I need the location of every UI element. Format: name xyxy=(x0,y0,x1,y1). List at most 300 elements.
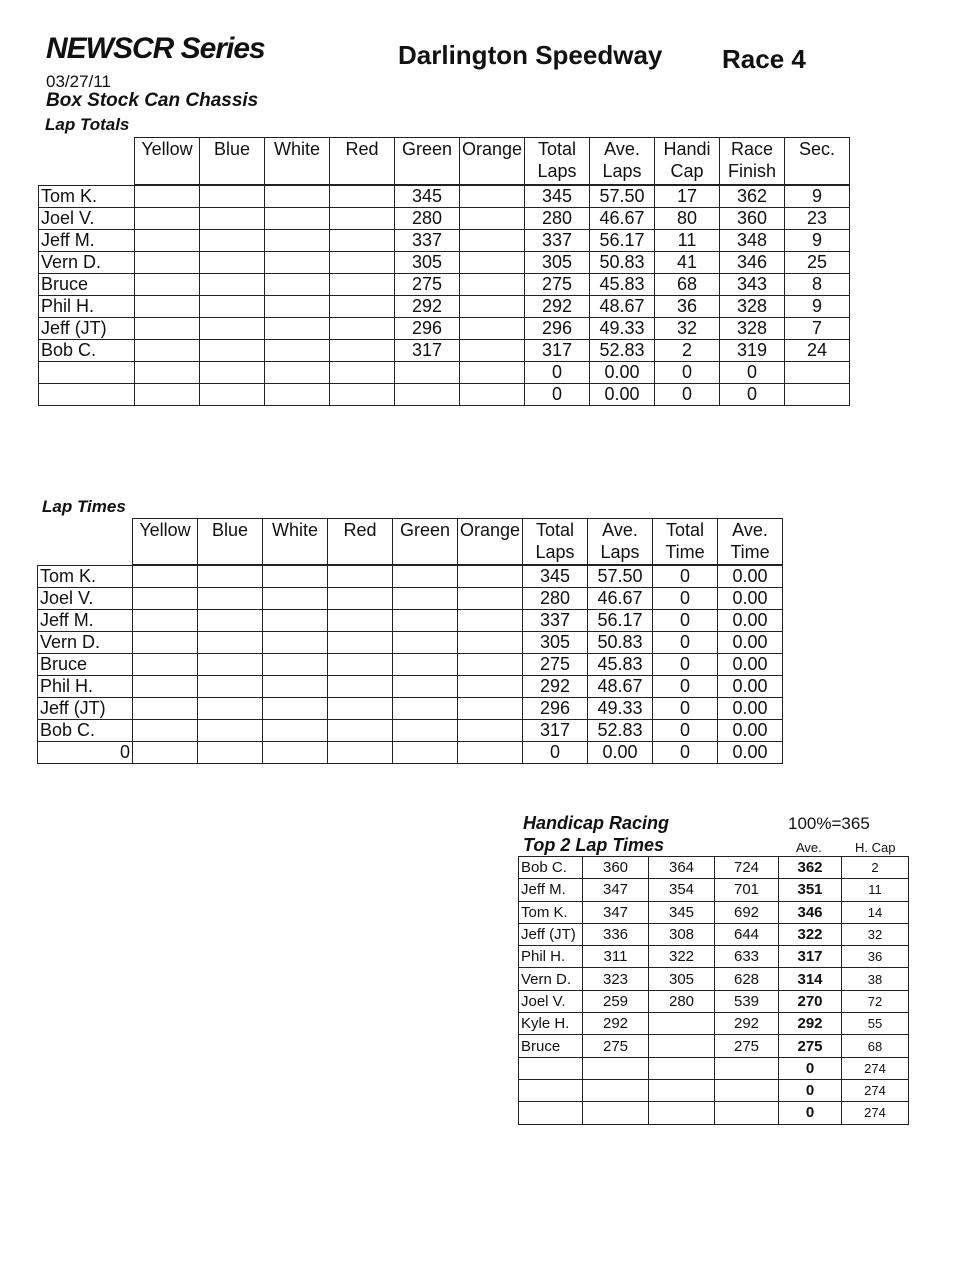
value-cell: 48.67 xyxy=(588,676,653,698)
column-header xyxy=(328,519,393,566)
value-cell xyxy=(649,1035,715,1057)
value-cell xyxy=(649,1102,715,1124)
value-cell xyxy=(135,252,200,274)
value-cell: 0.00 xyxy=(718,588,783,610)
value-cell: 0 xyxy=(653,610,718,632)
value-cell: 314 xyxy=(779,968,842,990)
race-number: Race 4 xyxy=(722,44,806,74)
table-row xyxy=(39,318,850,340)
value-cell: 48.67 xyxy=(590,296,655,318)
column-header xyxy=(588,519,653,566)
value-cell: 45.83 xyxy=(590,274,655,296)
value-cell: 305 xyxy=(649,968,715,990)
column-header-line: Cap xyxy=(670,161,704,181)
value-cell: 0.00 xyxy=(590,362,655,384)
table-row xyxy=(519,1013,909,1035)
driver-name-cell: Phil H. xyxy=(38,676,133,698)
value-cell xyxy=(460,362,525,384)
driver-name-cell: Vern D. xyxy=(38,632,133,654)
lap-totals-title: Lap Totals xyxy=(45,115,130,134)
value-cell: 32 xyxy=(842,923,909,945)
driver-name-cell: Phil H. xyxy=(519,946,583,968)
header-spacer xyxy=(39,138,135,186)
value-cell xyxy=(200,362,265,384)
value-cell xyxy=(583,1102,649,1124)
column-header xyxy=(523,519,588,566)
value-cell: 80 xyxy=(655,208,720,230)
value-cell: 292 xyxy=(525,296,590,318)
driver-name-cell xyxy=(519,1057,583,1079)
column-header-line: Total xyxy=(665,520,705,540)
value-cell: 724 xyxy=(715,857,779,879)
column-header-line: Red xyxy=(343,520,377,540)
value-cell xyxy=(393,742,458,764)
value-cell xyxy=(458,654,523,676)
value-cell: 24 xyxy=(785,340,850,362)
column-header xyxy=(720,138,785,186)
value-cell xyxy=(135,318,200,340)
race-date: 03/27/11 xyxy=(46,72,111,91)
value-cell: 68 xyxy=(655,274,720,296)
value-cell: 259 xyxy=(583,990,649,1012)
value-cell: 280 xyxy=(649,990,715,1012)
value-cell: 38 xyxy=(842,968,909,990)
column-header xyxy=(393,519,458,566)
column-header-line: Total xyxy=(537,139,577,159)
value-cell xyxy=(133,588,198,610)
value-cell: 0.00 xyxy=(718,676,783,698)
column-header-line: Blue xyxy=(211,520,249,540)
value-cell: 2 xyxy=(842,857,909,879)
table-row xyxy=(38,565,783,588)
value-cell: 305 xyxy=(523,632,588,654)
value-cell: 0 xyxy=(653,742,718,764)
lap-times-table xyxy=(37,518,783,764)
value-cell xyxy=(200,208,265,230)
value-cell: 322 xyxy=(649,946,715,968)
value-cell: 49.33 xyxy=(588,698,653,720)
handicap-percent-note: 100%=365 xyxy=(788,814,870,833)
value-cell: 280 xyxy=(523,588,588,610)
value-cell: 0.00 xyxy=(718,632,783,654)
value-cell xyxy=(198,610,263,632)
value-cell: 337 xyxy=(525,230,590,252)
value-cell xyxy=(785,384,850,406)
value-cell: 317 xyxy=(525,340,590,362)
driver-name-cell: Jeff M. xyxy=(519,879,583,901)
value-cell: 72 xyxy=(842,990,909,1012)
value-cell xyxy=(133,698,198,720)
value-cell: 11 xyxy=(655,230,720,252)
value-cell: 348 xyxy=(720,230,785,252)
column-header-line: White xyxy=(271,520,318,540)
table-row xyxy=(519,901,909,923)
driver-name-cell xyxy=(39,384,135,406)
table-row xyxy=(519,946,909,968)
table-row xyxy=(519,1079,909,1101)
value-cell: 345 xyxy=(649,901,715,923)
value-cell xyxy=(133,654,198,676)
value-cell xyxy=(460,208,525,230)
column-header-line: Laps xyxy=(537,161,577,181)
driver-name-cell: Joel V. xyxy=(38,588,133,610)
value-cell xyxy=(393,720,458,742)
value-cell xyxy=(263,676,328,698)
value-cell xyxy=(135,230,200,252)
value-cell: 0 xyxy=(655,384,720,406)
value-cell xyxy=(649,1057,715,1079)
value-cell: 317 xyxy=(523,720,588,742)
column-header xyxy=(200,138,265,186)
value-cell xyxy=(458,742,523,764)
value-cell xyxy=(330,362,395,384)
column-header xyxy=(265,138,330,186)
driver-name-cell: Tom K. xyxy=(39,185,135,208)
lap-totals-table xyxy=(38,137,850,406)
value-cell: 0 xyxy=(653,565,718,588)
value-cell xyxy=(265,384,330,406)
value-cell xyxy=(265,230,330,252)
value-cell xyxy=(200,384,265,406)
value-cell: 2 xyxy=(655,340,720,362)
column-header-line: Finish xyxy=(727,161,776,181)
value-cell: 0.00 xyxy=(718,698,783,720)
value-cell xyxy=(330,208,395,230)
value-cell xyxy=(460,230,525,252)
value-cell xyxy=(460,296,525,318)
value-cell: 0 xyxy=(720,384,785,406)
value-cell: 323 xyxy=(583,968,649,990)
value-cell: 57.50 xyxy=(588,565,653,588)
value-cell xyxy=(330,318,395,340)
column-header xyxy=(135,138,200,186)
value-cell: 0 xyxy=(653,654,718,676)
column-header xyxy=(133,519,198,566)
value-cell: 0.00 xyxy=(718,720,783,742)
value-cell: 296 xyxy=(523,698,588,720)
value-cell: 57.50 xyxy=(590,185,655,208)
value-cell xyxy=(328,698,393,720)
value-cell xyxy=(328,588,393,610)
value-cell xyxy=(460,274,525,296)
value-cell xyxy=(328,610,393,632)
handicap-table xyxy=(518,856,909,1125)
driver-name-cell: Bob C. xyxy=(38,720,133,742)
column-header-line: Blue xyxy=(213,139,251,159)
value-cell xyxy=(198,676,263,698)
value-cell: 274 xyxy=(842,1102,909,1124)
table-row xyxy=(39,296,850,318)
table-row xyxy=(519,1057,909,1079)
value-cell xyxy=(458,565,523,588)
value-cell xyxy=(198,565,263,588)
value-cell: 46.67 xyxy=(588,588,653,610)
column-header-line: Orange xyxy=(460,520,521,540)
value-cell: 0 xyxy=(525,362,590,384)
value-cell: 270 xyxy=(779,990,842,1012)
value-cell xyxy=(460,384,525,406)
table-row xyxy=(38,742,783,764)
value-cell: 692 xyxy=(715,901,779,923)
value-cell: 45.83 xyxy=(588,654,653,676)
value-cell xyxy=(330,384,395,406)
value-cell: 345 xyxy=(395,185,460,208)
value-cell xyxy=(263,720,328,742)
class-name: Box Stock Can Chassis xyxy=(46,90,259,111)
value-cell: 305 xyxy=(525,252,590,274)
column-header-line: Laps xyxy=(535,542,575,562)
value-cell: 275 xyxy=(395,274,460,296)
value-cell: 36 xyxy=(842,946,909,968)
value-cell xyxy=(583,1057,649,1079)
column-header xyxy=(590,138,655,186)
value-cell: 275 xyxy=(523,654,588,676)
value-cell: 275 xyxy=(715,1035,779,1057)
value-cell xyxy=(715,1102,779,1124)
value-cell xyxy=(200,230,265,252)
value-cell xyxy=(265,252,330,274)
value-cell: 23 xyxy=(785,208,850,230)
value-cell: 0.00 xyxy=(590,384,655,406)
driver-name-cell: Tom K. xyxy=(38,565,133,588)
value-cell xyxy=(263,654,328,676)
value-cell: 0 xyxy=(779,1057,842,1079)
column-header-line: Red xyxy=(345,139,379,159)
column-header xyxy=(458,519,523,566)
value-cell: 50.83 xyxy=(590,252,655,274)
driver-name-cell: Vern D. xyxy=(39,252,135,274)
value-cell xyxy=(133,720,198,742)
value-cell xyxy=(458,698,523,720)
table-row xyxy=(38,610,783,632)
value-cell: 362 xyxy=(720,185,785,208)
value-cell: 317 xyxy=(395,340,460,362)
driver-name-cell: Jeff (JT) xyxy=(519,923,583,945)
driver-name-cell: Bruce xyxy=(519,1035,583,1057)
handicap-subtitle: Top 2 Lap Times xyxy=(523,835,665,855)
value-cell: 0 xyxy=(525,384,590,406)
value-cell xyxy=(200,340,265,362)
driver-name-cell: Joel V. xyxy=(519,990,583,1012)
value-cell: 539 xyxy=(715,990,779,1012)
table-row xyxy=(39,208,850,230)
table-row xyxy=(519,923,909,945)
table-row xyxy=(38,676,783,698)
table-row xyxy=(39,384,850,406)
value-cell xyxy=(200,296,265,318)
value-cell: 305 xyxy=(395,252,460,274)
value-cell: 275 xyxy=(525,274,590,296)
value-cell xyxy=(200,274,265,296)
driver-name-cell: 0 xyxy=(38,742,133,764)
driver-name-cell: Phil H. xyxy=(39,296,135,318)
table-row xyxy=(39,362,850,384)
value-cell xyxy=(393,654,458,676)
value-cell: 52.83 xyxy=(590,340,655,362)
value-cell xyxy=(133,632,198,654)
value-cell xyxy=(458,676,523,698)
value-cell: 274 xyxy=(842,1079,909,1101)
value-cell xyxy=(458,588,523,610)
value-cell xyxy=(330,296,395,318)
value-cell xyxy=(198,588,263,610)
value-cell xyxy=(263,742,328,764)
value-cell: 46.67 xyxy=(590,208,655,230)
column-header xyxy=(785,138,850,186)
value-cell xyxy=(715,1079,779,1101)
value-cell: 296 xyxy=(395,318,460,340)
value-cell xyxy=(328,720,393,742)
driver-name-cell xyxy=(519,1079,583,1101)
value-cell: 364 xyxy=(649,857,715,879)
value-cell xyxy=(135,208,200,230)
table-row xyxy=(38,698,783,720)
value-cell: 9 xyxy=(785,230,850,252)
value-cell xyxy=(263,698,328,720)
value-cell xyxy=(265,296,330,318)
driver-name-cell: Bob C. xyxy=(519,857,583,879)
column-header xyxy=(653,519,718,566)
value-cell xyxy=(198,720,263,742)
value-cell xyxy=(393,588,458,610)
value-cell: 296 xyxy=(525,318,590,340)
value-cell: 311 xyxy=(583,946,649,968)
value-cell xyxy=(265,340,330,362)
driver-name-cell: Jeff (JT) xyxy=(39,318,135,340)
column-header-line: Time xyxy=(665,542,705,562)
value-cell: 701 xyxy=(715,879,779,901)
value-cell xyxy=(265,362,330,384)
value-cell xyxy=(330,230,395,252)
value-cell: 347 xyxy=(583,879,649,901)
value-cell xyxy=(328,632,393,654)
column-header-line: Ave. xyxy=(604,139,640,159)
track-name: Darlington Speedway xyxy=(398,40,663,70)
column-header-line: Ave. xyxy=(732,520,768,540)
value-cell xyxy=(328,654,393,676)
value-cell: 0 xyxy=(523,742,588,764)
value-cell: 0.00 xyxy=(718,610,783,632)
value-cell: 336 xyxy=(583,923,649,945)
value-cell: 644 xyxy=(715,923,779,945)
value-cell xyxy=(135,340,200,362)
value-cell xyxy=(649,1013,715,1035)
value-cell xyxy=(715,1057,779,1079)
lap-times-title: Lap Times xyxy=(42,497,126,516)
table-row xyxy=(39,340,850,362)
value-cell: 0.00 xyxy=(588,742,653,764)
value-cell: 17 xyxy=(655,185,720,208)
column-header-line: Total xyxy=(535,520,575,540)
value-cell xyxy=(263,588,328,610)
value-cell: 56.17 xyxy=(588,610,653,632)
handicap-hcap-label: H. Cap xyxy=(855,840,896,855)
value-cell xyxy=(393,610,458,632)
value-cell: 36 xyxy=(655,296,720,318)
value-cell xyxy=(265,185,330,208)
value-cell: 0 xyxy=(653,698,718,720)
value-cell: 633 xyxy=(715,946,779,968)
value-cell: 280 xyxy=(525,208,590,230)
value-cell xyxy=(393,676,458,698)
value-cell xyxy=(785,362,850,384)
value-cell xyxy=(649,1079,715,1101)
value-cell: 52.83 xyxy=(588,720,653,742)
table-row xyxy=(39,230,850,252)
value-cell: 0 xyxy=(779,1079,842,1101)
column-header-line: Yellow xyxy=(141,139,193,159)
value-cell xyxy=(263,610,328,632)
value-cell xyxy=(198,698,263,720)
value-cell: 9 xyxy=(785,296,850,318)
value-cell: 0.00 xyxy=(718,742,783,764)
column-header xyxy=(525,138,590,186)
value-cell xyxy=(263,565,328,588)
driver-name-cell: Tom K. xyxy=(519,901,583,923)
column-header xyxy=(263,519,328,566)
column-header-line: Sec. xyxy=(798,139,836,159)
value-cell: 345 xyxy=(525,185,590,208)
value-cell xyxy=(200,252,265,274)
table-row xyxy=(39,274,850,296)
value-cell xyxy=(330,340,395,362)
value-cell: 275 xyxy=(583,1035,649,1057)
column-header-line: Time xyxy=(730,542,770,562)
table-row xyxy=(519,1035,909,1057)
value-cell xyxy=(460,252,525,274)
value-cell xyxy=(460,185,525,208)
value-cell: 319 xyxy=(720,340,785,362)
header-spacer xyxy=(38,519,133,566)
value-cell: 292 xyxy=(715,1013,779,1035)
value-cell xyxy=(135,296,200,318)
column-header xyxy=(198,519,263,566)
table-row xyxy=(519,857,909,879)
value-cell: 0 xyxy=(653,632,718,654)
driver-name-cell: Bruce xyxy=(38,654,133,676)
value-cell xyxy=(458,720,523,742)
value-cell: 0.00 xyxy=(718,654,783,676)
value-cell: 25 xyxy=(785,252,850,274)
table-row xyxy=(519,879,909,901)
value-cell xyxy=(395,362,460,384)
table-row xyxy=(38,588,783,610)
handicap-title: Handicap Racing xyxy=(523,813,670,833)
lap-totals-body xyxy=(39,138,850,406)
value-cell: 0 xyxy=(653,720,718,742)
value-cell xyxy=(395,384,460,406)
value-cell: 628 xyxy=(715,968,779,990)
handicap-body xyxy=(519,857,909,1125)
value-cell: 14 xyxy=(842,901,909,923)
value-cell: 274 xyxy=(842,1057,909,1079)
value-cell: 337 xyxy=(523,610,588,632)
value-cell xyxy=(393,565,458,588)
driver-name-cell: Kyle H. xyxy=(519,1013,583,1035)
value-cell: 0 xyxy=(653,676,718,698)
value-cell: 41 xyxy=(655,252,720,274)
driver-name-cell: Bruce xyxy=(39,274,135,296)
value-cell: 317 xyxy=(779,946,842,968)
series-title: NEWSCR Series xyxy=(46,32,265,65)
value-cell xyxy=(133,610,198,632)
value-cell xyxy=(330,185,395,208)
lap-times-header-row xyxy=(38,519,783,566)
value-cell xyxy=(460,318,525,340)
value-cell xyxy=(135,274,200,296)
table-row xyxy=(39,185,850,208)
column-header-line: Orange xyxy=(462,139,523,159)
